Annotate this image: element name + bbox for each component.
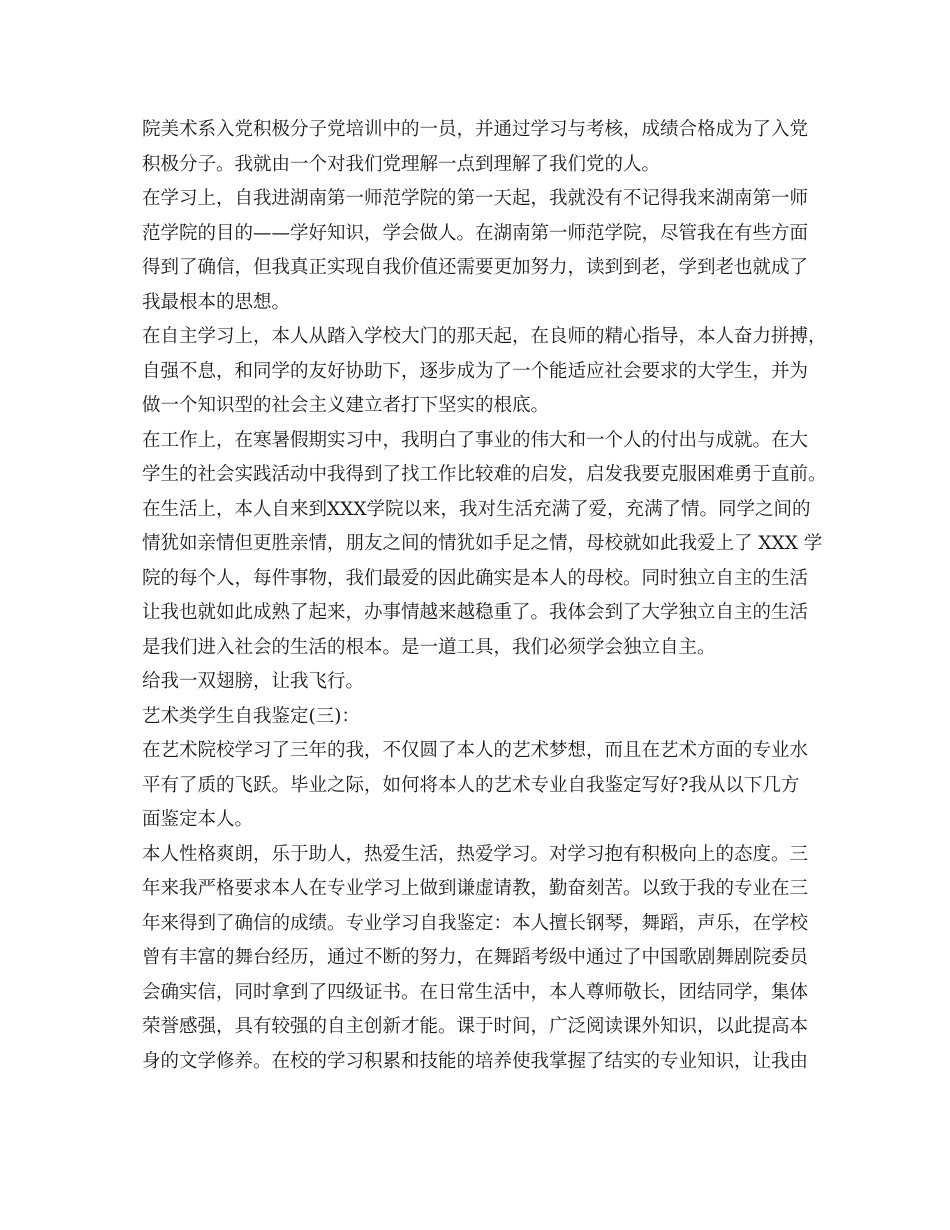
text-line: 面鉴定本人。 [142,809,254,830]
text-line: 会确实信，同时拿到了四级证书。在日常生活中，本人尊师敬长，团结同学，集体 [142,981,809,1003]
text-line: 在自主学习上，本人从踏入学校大门的那天起，在良师的精心指导，本人奋力拼搏， [142,326,827,347]
text-line: 在工作上，在寒暑假期实习中，我明白了事业的伟大和一个人的付出与成就。在大 [142,429,809,451]
text-line: 曾有丰富的舞台经历，通过不断的努力，在舞蹈考级中通过了中国歌剧舞剧院委员 [142,947,809,968]
text-line: 情犹如亲情但更胜亲情，朋友之间的情犹如手足之情，母校就如此我爱上了 XXX 学 [142,533,823,554]
text-line: 身的文学修养。在校的学习积累和技能的培养使我掌握了结实的专业知识，让我由 [142,1050,809,1072]
text-line: 给我一双翅膀，让我飞行。 [142,671,365,692]
text-line: 学生的社会实践活动中我得到了找工作比较难的启发，启发我要克服困难勇于直前。 [142,464,827,485]
text-line: 得到了确信，但我真正实现自我价值还需要更加努力，读到到老，学到老也就成了 [142,257,809,278]
text-line: 我最根本的思想。 [142,291,291,313]
text-line: 荣誉感强，具有较强的自主创新才能。课于时间，广泛阅读课外知识，以此提高本 [142,1016,809,1037]
text-line: 自强不息，和同学的友好协助下，逐步成为了一个能适应社会要求的大学生，并为 [142,360,809,382]
text-line: 在生活上，本人自来到XXX学院以来，我对生活充满了爱，充满了情。同学之间的 [142,498,811,520]
text-line: 范学院的目的——学好知识，学会做人。在湖南第一师范学院，尽管我在有些方面 [142,222,809,244]
text-line: 积极分子。我就由一个对我们党理解一点到理解了我们党的人。 [142,153,661,175]
text-line: 让我也就如此成熟了起来，办事情越来越稳重了。我体会到了大学独立自主的生活 [142,602,809,623]
text-line: 在艺术院校学习了三年的我，不仅圆了本人的艺术梦想，而且在艺术方面的专业水 [142,740,809,761]
text-line: 是我们进入社会的生活的根本。是一道工具，我们必须学会独立自主。 [142,636,716,658]
text-line: 年来得到了确信的成绩。专业学习自我鉴定：本人擅长钢琴，舞蹈，声乐，在学校 [142,912,809,934]
text-line: 在学习上，自我进湖南第一师范学院的第一天起，我就没有不记得我来湖南第一师 [142,188,809,209]
text-line: 本人性格爽朗，乐于助人，热爱生活，热爱学习。对学习抱有积极向上的态度。三 [142,843,809,865]
document-body [142,113,842,1079]
text-line: 年来我严格要求本人在专业学习上做到谦虚请教，勤奋刻苦。以致于我的专业在三 [142,878,809,899]
text-line: 做一个知识型的社会主义建立者打下坚实的根底。 [142,395,550,416]
text-line: 院的每个人，每件事物，我们最爱的因此确实是本人的母校。同时独立自主的生活 [142,567,809,589]
text-line: 院美术系入党积极分子党培训中的一员，并通过学习与考核，成绩合格成为了入党 [142,119,809,140]
text-line: 平有了质的飞跃。毕业之际，如何将本人的艺术专业自我鉴定写好?我从以下几方 [142,774,800,796]
section-heading: 艺术类学生自我鉴定(三)： [142,705,360,727]
